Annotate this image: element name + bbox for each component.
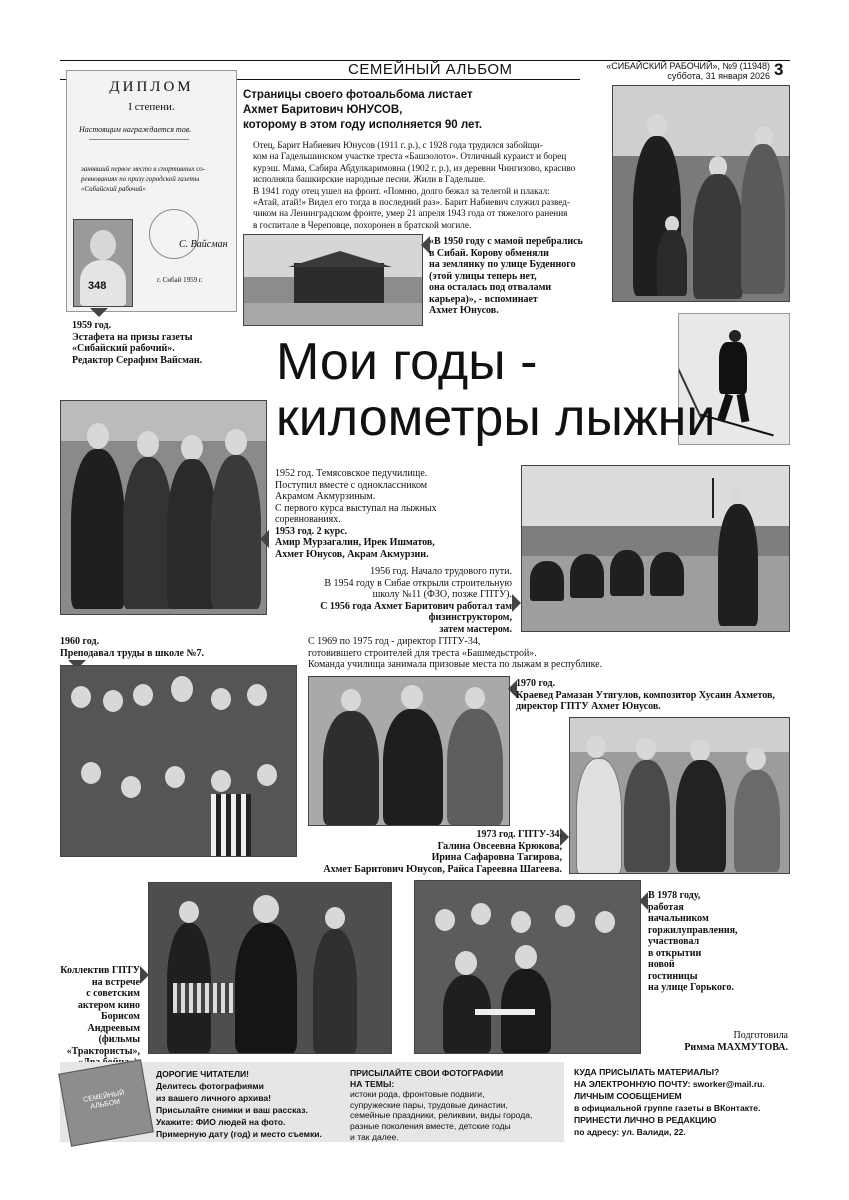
- caption-1952-line: 1952 год. Темясовское педучилище.: [275, 468, 428, 479]
- footer-topics-line: разные поколения вместе, детские годы: [350, 1120, 511, 1131]
- caption-1960-year: 1960 год.: [60, 636, 100, 647]
- footer-topics-title: ПРИСЫЛАЙТЕ СВОИ ФОТОГРАФИИ: [350, 1068, 504, 1078]
- caption-1960: [60, 636, 290, 659]
- diploma-line4: «Сибайский рабочий»: [81, 185, 146, 193]
- diploma-degree: I степени.: [128, 101, 175, 113]
- footer-contacts-line: в официальной группе газеты в ВКонтакте.: [574, 1103, 761, 1113]
- caption-1956-line: школу №11 (ФЗО, позже ГПТУ).: [372, 589, 512, 600]
- caption-1953-line: Амир Мурзагалин, Ирек Ишматов,: [275, 537, 435, 548]
- photo-1970: [308, 676, 510, 826]
- footer-topics-line: истоки рода, фронтовые подвиги,: [350, 1089, 485, 1100]
- caption-1978: [648, 890, 788, 994]
- family-photo: [612, 85, 790, 302]
- caption-pointer-1978: [639, 892, 648, 910]
- caption-gptu-line: Андреевым: [87, 1022, 140, 1034]
- footer-readers-line: Делитесь фотографиями: [156, 1081, 264, 1091]
- page-number: 3: [774, 60, 784, 79]
- caption-1973-line: Галина Овсеевна Крюкова,: [437, 840, 562, 852]
- caption-1969: [308, 636, 638, 671]
- footer-topics-title: НА ТЕМЫ:: [350, 1078, 395, 1089]
- diploma-text: [81, 164, 231, 194]
- intro-paragraph-2: [243, 186, 605, 232]
- caption-1956-line: 1956 год. Начало трудового пути.: [370, 566, 512, 577]
- footer-contacts-line: по адресу: ул. Валиди, 22.: [574, 1127, 686, 1137]
- footer-contacts: [574, 1066, 788, 1138]
- caption-1956-line: С 1956 года Ахмет Баритович работал там: [320, 600, 512, 612]
- headline-line1: Мои годы -: [276, 333, 538, 391]
- headline-line2: километры лыжни: [276, 389, 716, 447]
- caption-1978-line: гостиницы: [648, 970, 698, 982]
- diploma-photo: [66, 70, 237, 312]
- caption-1952-line: Поступил вместе с одноклассником: [275, 479, 428, 491]
- caption-1956-line: В 1954 году в Сибае открыли строительную: [324, 577, 512, 589]
- house-photo-1950: [243, 234, 423, 326]
- students-photo-1953: [60, 400, 267, 615]
- caption-pointer-1956: [512, 594, 521, 612]
- caption-gptu-line: Коллектив ГПТУ: [60, 965, 140, 976]
- footer-readers-line: ДОРОГИЕ ЧИТАТЕЛИ!: [156, 1069, 250, 1079]
- intro-lead-1: Страницы своего фотоальбома листает: [243, 89, 473, 101]
- caption-1950-line: в Сибай. Корову обменяли: [429, 247, 549, 259]
- skier-portrait: [73, 219, 133, 307]
- caption-1959-line3: Редактор Серафим Вайсман.: [72, 354, 203, 366]
- intro-lead-3: которому в этом году исполняется 90 лет.: [243, 119, 483, 131]
- paper-info: [590, 61, 770, 81]
- caption-1959-year: 1959 год.: [72, 320, 112, 331]
- paper-name: «СИБАЙСКИЙ РАБОЧИЙ», №9 (11948): [606, 61, 770, 71]
- footer-topics: [350, 1068, 560, 1142]
- intro-lead-2: Ахмет Баритович ЮНУСОВ,: [243, 104, 403, 116]
- caption-1953-line: Ахмет Юнусов, Акрам Акмурзин.: [275, 548, 429, 560]
- diploma-line1: Настоящим награждается тов.: [79, 125, 192, 134]
- caption-1959-line1: Эстафета на призы газеты: [72, 331, 193, 343]
- author-credit: [680, 1030, 788, 1053]
- diploma-signature: С. Вайсман: [179, 239, 228, 250]
- footer-readers-line: Примерную дату (год) и место съемки.: [156, 1129, 322, 1139]
- caption-1950-line: (этой улицы теперь нет,: [429, 270, 537, 282]
- footer-contacts-line: ПРИНЕСТИ ЛИЧНО В РЕДАКЦИЮ: [574, 1115, 717, 1125]
- caption-1950-line: «В 1950 году с мамой перебрались: [429, 236, 583, 247]
- caption-1973-line: 1973 год. ГПТУ-34.: [476, 829, 562, 840]
- caption-gptu-line: Борисом: [101, 1011, 140, 1022]
- diploma-city: г. Сибай 1959 г.: [157, 276, 203, 284]
- caption-1978-line: в открытии: [648, 947, 702, 959]
- intro-p1-line: Отец, Барит Набиевич Юнусов (1911 г. р.), с 1928 года трудился забойщи-: [253, 140, 543, 150]
- album-book-image: [58, 1059, 154, 1146]
- caption-1956-line: физинструктором,: [428, 612, 512, 623]
- caption-1959: [72, 320, 242, 366]
- caption-1950-line: она осталась под отвалами: [429, 282, 552, 293]
- caption-gptu-line: на встрече: [91, 976, 140, 988]
- hotel-opening-photo-1978: [414, 880, 641, 1054]
- caption-gptu: [56, 965, 140, 1069]
- intro-body: [243, 140, 605, 231]
- photo-1973: [569, 717, 790, 874]
- caption-gptu-line: (фильмы: [98, 1034, 140, 1045]
- caption-1956-line: затем мастером.: [439, 623, 512, 635]
- caption-1960-text: Преподавал труды в школе №7.: [60, 647, 205, 659]
- intro-p1-line: ком на Гадельшинском участке треста «Башзолото». Отличный кураист и борец: [253, 151, 567, 162]
- caption-1952-line: С первого курса выступал на лыжных: [275, 502, 437, 514]
- caption-1950: [429, 236, 609, 317]
- caption-1978-line: новой: [648, 959, 675, 970]
- caption-1978-line: горжилуправления,: [648, 924, 738, 936]
- caption-pointer-1953: [260, 530, 269, 548]
- footer-topics-line: и так далее.: [350, 1131, 399, 1142]
- intro-p2-line: В 1941 году отец ушел на фронт. «Помню, долго бежал за телегой и плакал:: [253, 185, 550, 196]
- caption-pointer-gptu: [140, 966, 149, 984]
- intro-p2-line: в госпитале в Череповце, похоронен в братской могиле.: [253, 219, 472, 230]
- footer-contacts-line: КУДА ПРИСЫЛАТЬ МАТЕРИАЛЫ?: [574, 1067, 720, 1077]
- footer-readers-line: Укажите: ФИО людей на фото.: [156, 1117, 286, 1127]
- caption-1970-line: Краевед Рамазан Утягулов, композитор Хусаин Ахметов,: [516, 689, 775, 701]
- intro-paragraph-1: [243, 140, 605, 186]
- caption-1969-line: С 1969 по 1975 год - директор ГПТУ-34,: [308, 636, 481, 647]
- intro-p2-line: чиком на Ленинградском фронте, умер 21 апреля 1943 года от тяжелого ранения: [253, 208, 568, 219]
- diploma-line2: занявший первое место в спортивных со-: [81, 165, 206, 173]
- caption-1950-line: Ахмет Юнусов.: [429, 305, 499, 316]
- caption-pointer-1959: [90, 308, 108, 317]
- caption-gptu-line: актером кино: [77, 999, 140, 1011]
- caption-1959-line2: «Сибайский рабочий».: [72, 343, 175, 354]
- athletes-photo-1956: [521, 465, 790, 632]
- author-name: Римма МАХМУТОВА.: [684, 1041, 788, 1053]
- intro-p1-line: курэш. Мама, Сабира Абдулкаримовна (1902 г. р.), из деревни Чингизово, красиво: [253, 162, 576, 173]
- diploma-title: ДИПЛОМ: [109, 79, 194, 95]
- house-shape: [294, 263, 384, 303]
- caption-1950-line: на землянку по улице Буденного: [429, 259, 576, 270]
- caption-1952-line: Акрамом Акмурзиным.: [275, 491, 376, 502]
- diploma-line3: ревнованиях по призу городской газеты: [81, 175, 200, 183]
- footer-readers: [156, 1068, 336, 1140]
- footer-readers-line: Присылайте снимки и ваш рассказ.: [156, 1105, 308, 1115]
- intro-p2-line: «Атай, атай!» Видел его тогда в последний раз». Барит Набиевич служил развед-: [253, 197, 570, 208]
- footer-topics-line: супружеские пары, трудовые династии,: [350, 1099, 508, 1110]
- intro-lead: [243, 88, 603, 133]
- headline: [276, 334, 715, 446]
- diploma-name-line: [89, 139, 189, 140]
- race-bib: 348: [88, 280, 107, 292]
- caption-1978-line: участвовал: [648, 936, 700, 947]
- caption-gptu-line: «Трактористы»,: [66, 1045, 140, 1057]
- footer-topics-line: семейные праздники, реликвии, виды города,: [350, 1110, 533, 1121]
- caption-1970: [516, 678, 786, 713]
- caption-1952-line: соревнованиях.: [275, 514, 341, 525]
- caption-gptu-line: с советским: [86, 988, 140, 999]
- caption-1953-line: 1953 год. 2 курс.: [275, 525, 348, 537]
- intro-p1-line: исполняла башкирские народные песни. Жили в Гадельше.: [253, 174, 486, 185]
- footer-contacts-line: ЛИЧНЫМ СООБЩЕНИЕМ: [574, 1091, 682, 1101]
- caption-1952: [275, 468, 505, 560]
- author-prepared: Подготовила: [733, 1030, 788, 1041]
- stamp-seal: [149, 209, 199, 259]
- caption-1973-line: Ахмет Баритович Юнусов, Райса Гареевна Шагеева.: [323, 863, 562, 875]
- footer-readers-line: из вашего личного архива!: [156, 1093, 271, 1103]
- caption-1970-year: 1970 год.: [516, 678, 556, 689]
- caption-1973: [300, 829, 562, 875]
- footer-email[interactable]: НА ЭЛЕКТРОННУЮ ПОЧТУ: sworker@mail.ru.: [574, 1079, 765, 1089]
- caption-1978-line: В 1978 году,: [648, 890, 701, 901]
- caption-1956: [290, 566, 512, 635]
- album-book-label: СЕМЕЙНЫЙ АЛЬБОМ: [82, 1089, 125, 1111]
- caption-1978-line: работая: [648, 901, 684, 913]
- caption-1970-line: директор ГПТУ Ахмет Юнусов.: [516, 701, 661, 712]
- gptu-collective-photo: [148, 882, 392, 1054]
- caption-1978-line: на улице Горького.: [648, 982, 734, 993]
- caption-1969-line: Команда училища занимала призовые места по лыжам в республике.: [308, 659, 603, 670]
- caption-1950-line: карьера)», - вспоминает: [429, 293, 538, 305]
- class-photo-1960: [60, 665, 297, 857]
- caption-1973-line: Ирина Сафаровна Тагирова,: [431, 852, 562, 863]
- caption-1969-line: готовившего строителей для треста «Башмедьстрой».: [308, 647, 537, 659]
- issue-date: суббота, 31 января 2026: [667, 71, 770, 81]
- section-title: СЕМЕЙНЫЙ АЛЬБОМ: [348, 61, 513, 78]
- caption-1978-line: начальником: [648, 913, 709, 924]
